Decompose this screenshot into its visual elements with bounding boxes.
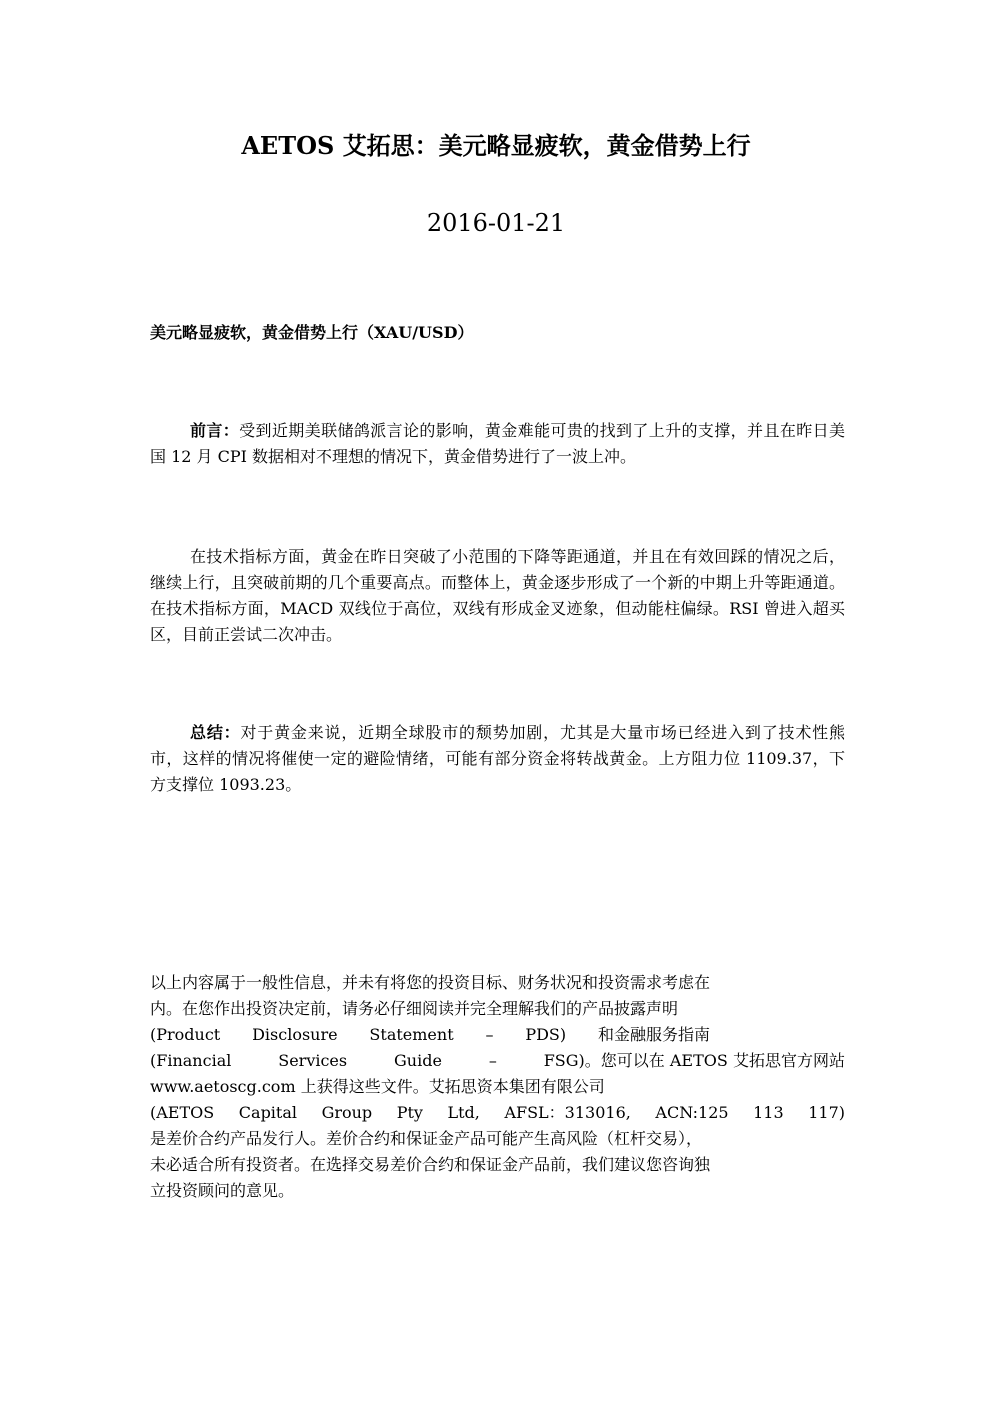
disclaimer-line: 内。在您作出投资决定前，请务必仔细阅读并完全理解我们的产品披露声明 bbox=[150, 999, 679, 1018]
disclaimer-word: 113 bbox=[753, 1103, 784, 1122]
disclaimer-line-pds bbox=[150, 1022, 710, 1048]
summary-paragraph bbox=[150, 720, 845, 798]
disclaimer-word: Disclosure bbox=[252, 1025, 338, 1044]
disclaimer-line: 是差价合约产品发行人。差价合约和保证金产品可能产生高风险（杠杆交易）， bbox=[150, 1129, 703, 1148]
disclaimer-word: AFSL：313016, bbox=[504, 1103, 631, 1122]
disclaimer-word: (Product bbox=[150, 1025, 221, 1044]
document-title: AETOS 艾拓思：美元略显疲软，黄金借势上行 bbox=[241, 131, 751, 160]
disclaimer-word: Ltd, bbox=[447, 1103, 480, 1122]
disclaimer-word: – bbox=[488, 1051, 497, 1070]
disclaimer-line: 未必适合所有投资者。在选择交易差价合约和保证金产品前，我们建议您咨询独 bbox=[150, 1155, 711, 1174]
disclaimer-line-aetos bbox=[150, 1100, 845, 1126]
disclaimer-word: Capital bbox=[238, 1103, 298, 1122]
document-date: 2016-01-21 bbox=[426, 209, 566, 237]
disclaimer-word: Group bbox=[321, 1103, 373, 1122]
disclaimer-word: ACN:125 bbox=[655, 1103, 729, 1122]
disclaimer-line: www.aetoscg.com 上获得这些文件。艾拓思资本集团有限公司 bbox=[150, 1077, 605, 1096]
disclaimer-word: – bbox=[485, 1025, 494, 1044]
disclaimer-word: Services bbox=[278, 1051, 348, 1070]
disclaimer-word: PDS) bbox=[525, 1025, 567, 1044]
intro-label: 前言： bbox=[190, 421, 240, 440]
disclaimer-word: Pty bbox=[396, 1103, 423, 1122]
section-subtitle: 美元略显疲软，黄金借势上行（XAU/USD） bbox=[150, 323, 474, 342]
summary-text: 对于黄金来说，近期全球股市的颓势加剧，尤其是大量市场已经进入到了技术性熊市，这样的情况将催使一定的避险情绪，可能有部分资金将转战黄金。上方阻力位 1109.37，下方支撑位 1093.23。 bbox=[150, 723, 845, 794]
disclaimer-word: Statement bbox=[369, 1025, 454, 1044]
disclaimer-line: 立投资顾问的意见。 bbox=[150, 1181, 295, 1200]
disclaimer-word: Guide bbox=[394, 1051, 442, 1070]
technical-text: 在技术指标方面，黄金在昨日突破了小范围的下降等距通道，并且在有效回踩的情况之后，继续上行，且突破前期的几个重要高点。而整体上，黄金逐步形成了一个新的中期上升等距通道。在技术指标方面，MACD 双线位于高位，双线有形成金叉迹象，但动能柱偏绿。RSI 曾进入超买区，目前正尝试二次冲击。 bbox=[150, 547, 845, 644]
disclaimer-word: (AETOS bbox=[150, 1103, 215, 1122]
technical-paragraph bbox=[150, 544, 845, 648]
disclaimer-block bbox=[150, 970, 845, 1204]
disclaimer-line: 以上内容属于一般性信息，并未有将您的投资目标、财务状况和投资需求考虑在 bbox=[150, 973, 711, 992]
intro-paragraph bbox=[150, 418, 845, 470]
disclaimer-line-fsg bbox=[150, 1048, 845, 1074]
disclaimer-word: FSG)。您可以在 AETOS 艾拓思官方网站 bbox=[543, 1051, 845, 1070]
intro-text: 受到近期美联储鸽派言论的影响，黄金难能可贵的找到了上升的支撑，并且在昨日美国 12 月 CPI 数据相对不理想的情况下，黄金借势进行了一波上冲。 bbox=[150, 421, 845, 466]
disclaimer-word: (Financial bbox=[150, 1051, 232, 1070]
summary-label: 总结： bbox=[190, 723, 241, 742]
disclaimer-word: 117) bbox=[808, 1103, 845, 1122]
disclaimer-word: 和金融服务指南 bbox=[597, 1025, 710, 1044]
